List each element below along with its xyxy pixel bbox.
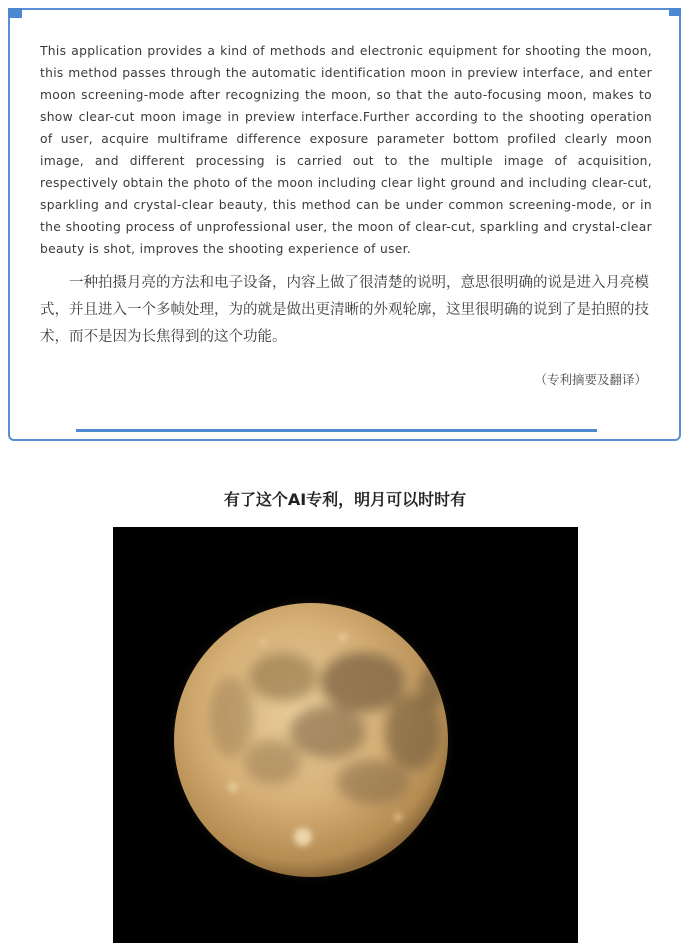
- abstract-chinese: [40, 270, 652, 351]
- card-underline: [76, 429, 597, 432]
- abstract-english: This application provides a kind of methods and electronic equipment for shooting the moon, this method passes through the automatic identification moon in preview interface, and enter moon screening-mode after recognizing the moon, so that the auto-focusing moon, makes to show clear-cut moon image in preview interface.Further according to the shooting operation of user, acquire multiframe difference exposure parameter bottom profiled clearly moon image, and different processing is carried out to the multiple image of acquisition, respectively obtain the photo of the moon including clear light ground and including clear-cut, sparkling and crystal-clear beauty, this method can be under common screening-mode, or in the shooting process of unprofessional user, the moon of clear-cut, sparkling and crystal-clear beauty is shot, improves the shooting experience of user.: [40, 44, 652, 256]
- patent-abstract-card: [8, 8, 681, 441]
- section-headline: 有了这个AI专利，明月可以时时有: [223, 490, 467, 509]
- abstract-chinese-text: 一种拍摄月亮的方法和电子设备，内容上做了很清楚的说明，意思很明确的说是进入月亮模式，并且进入一个多帧处理，为的就是做出更清晰的外观轮廓，这里很明确的说到了是拍照的技术，而不是因为长焦得到的这个功能。: [40, 275, 649, 345]
- moon-photo: [113, 527, 578, 943]
- corner-decoration-right: [669, 8, 681, 16]
- abstract-caption: （专利摘要及翻译）: [534, 372, 647, 387]
- corner-decoration: [8, 8, 22, 18]
- moon-illustration: [113, 527, 578, 943]
